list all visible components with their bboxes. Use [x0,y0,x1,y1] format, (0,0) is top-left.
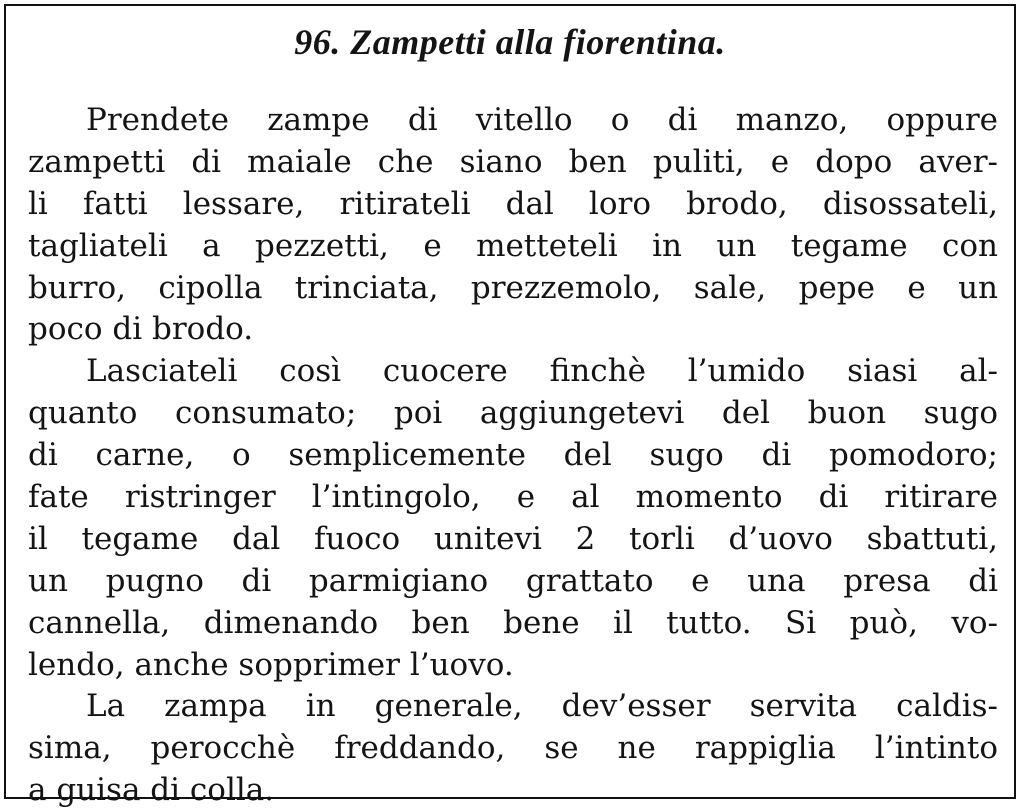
text-line: quanto consumato; poi aggiungetevi del buon sugo [28,395,998,432]
text-line: Prendete zampe di vitello o di manzo, oppure [86,102,998,138]
text-line: di carne, o semplicemente del sugo di pomodoro; [28,437,998,474]
text-line: poco di brodo. [28,311,254,348]
text-line: a guisa di colla. [28,772,275,809]
text-line: sima, perocchè freddando, se ne rappiglia l’intinto [28,730,998,767]
text-line: Lasciateli così cuocere finchè l’umido siasi al- [86,353,998,390]
text-line: cannella, dimenando ben bene il tutto. Si può, vo- [28,604,998,641]
text-line: lendo, anche sopprimer l’uovo. [28,646,514,683]
book-page [4,4,1016,809]
text-line: fate ristringer l’intingolo, e al momento di ritirare [28,479,998,516]
text-line: burro, cipolla trinciata, prezzemolo, sale, pepe e un [28,269,998,306]
text-line: un pugno di parmigiano grattato e una presa di [28,562,998,599]
recipe-title: 96. Zampetti alla fiorentina. [294,22,726,62]
text-line: li fatti lessare, ritirateli dal loro brodo, disossateli, [28,185,998,222]
text-line: tagliateli a pezzetti, e metteteli in un tegame con [28,227,998,264]
text-line: zampetti di maiale che siano ben puliti, e dopo aver- [28,143,998,180]
text-line: La zampa in generale, dev’esser servita caldis- [86,688,998,725]
text-line: il tegame dal fuoco unitevi 2 torli d’uovo sbattuti, [28,520,998,557]
recipe-body [28,100,998,812]
